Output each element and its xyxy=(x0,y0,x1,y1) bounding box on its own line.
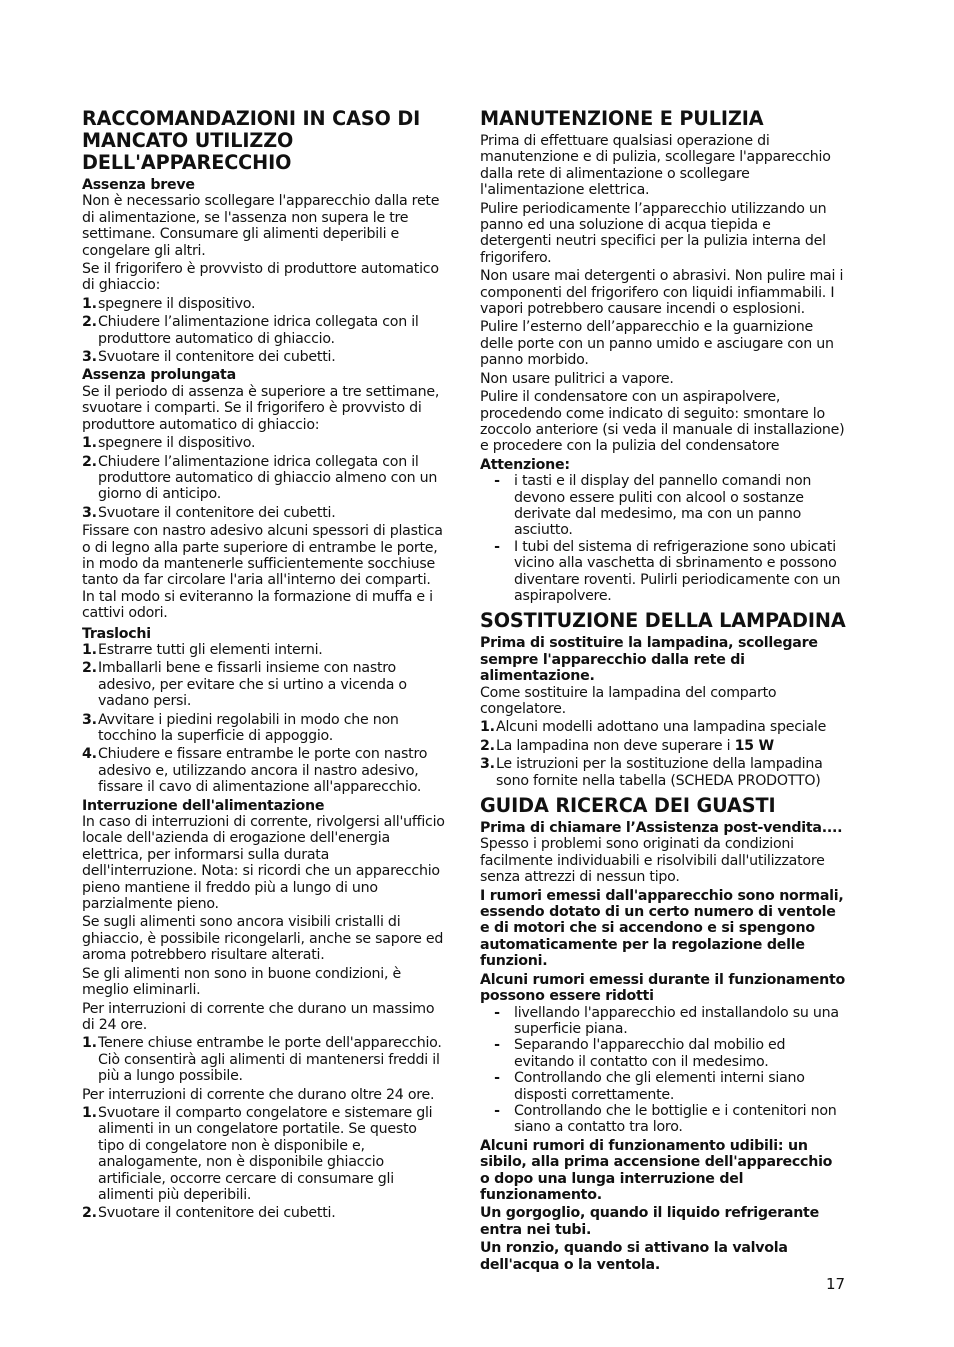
page-number: 17 xyxy=(826,1275,846,1293)
power-outage-text-3: Se gli alimenti non sono in buone condizioni, è meglio eliminarli. xyxy=(82,965,401,999)
power-outage-heading: Interruzione dell'alimentazione xyxy=(82,797,325,814)
moving-steps xyxy=(82,642,446,796)
noise-hum-text: Un ronzio, quando si attivano la valvola dell'acqua o la ventola. xyxy=(480,1240,788,1273)
maintenance-text-2: Pulire periodicamente l’apparecchio utilizzando un panno ed una soluzione di acqua tiepida e detergenti neutri specifici per la pulizia interna del frigorifero. xyxy=(480,200,827,266)
list-item: 1. Tenere chiuse entrambe le porte dell'apparecchio. Ciò consentirà agli alimenti di mantenersi freddi il più a lungo possibile. xyxy=(82,1035,442,1085)
list-item: 1. spegnere il dispositivo. xyxy=(82,435,256,452)
power-outage-text-4: Per interruzioni di corrente che durano un massimo di 24 ore. xyxy=(82,1000,435,1033)
list-item: 4. Chiudere e fissare entrambe le porte con nastro adesivo e, utilizzando ancora il nastro adesivo, fissare il cavo di alimentazione all'apparecchio. xyxy=(82,746,428,796)
attention-list xyxy=(480,473,846,604)
list-item: 2. Chiudere l’alimentazione idrica collegata con il produttore automatico di ghiaccio. xyxy=(82,314,419,347)
list-item: - I tubi del sistema di refrigerazione sono ubicati vicino alla vaschetta di sbrinamento e possono diventare roventi. Pulirli periodicamente con un aspirapolvere. xyxy=(494,538,841,604)
noise-reduce-list xyxy=(480,1005,846,1136)
list-item: - Controllando che le bottiglie e i contenitori non siano a contatto tra loro. xyxy=(494,1102,837,1136)
lamp-text: Come sostituire la lampadina del comparto congelatore. xyxy=(480,684,777,717)
list-item: - i tasti e il display del pannello comandi non devono essere puliti con alcool o sostanze derivate dal medesimo, ma con un panno asciutto. xyxy=(494,473,812,539)
list-item: 3. Le istruzioni per la sostituzione della lampadina sono fornite nella tabella (SCHEDA PRODOTTO) xyxy=(480,756,823,789)
list-item: 2. Imballarli bene e fissarli insieme con nastro adesivo, per evitare che si urtino a vicenda o vadano persi. xyxy=(82,660,407,710)
short-absence-text: Non è necessario scollegare l'apparecchio dalla rete di alimentazione, se l'assenza non supera le tre settimane. Consumare gli alimenti deperibili e congelare gli altri. xyxy=(82,193,440,259)
right-column xyxy=(480,108,846,1275)
maintenance-text-4: Pulire l’esterno dell’apparecchio e la guarnizione delle porte con un panno umido e asciugare con un panno morbido. xyxy=(480,319,834,369)
power-outage-text-2: Se sugli alimenti sono ancora visibili cristalli di ghiaccio, è possibile ricongelarli, anche se sapore ed aroma potrebbero risultare alterati. xyxy=(82,914,444,964)
maintenance-text-1: Prima di effettuare qualsiasi operazione di manutenzione e di pulizia, scollegare l'apparecchio dalla rete di alimentazione o scollegare l'alimentazione elettrica. xyxy=(480,133,831,199)
list-item: 2. Chiudere l’alimentazione idrica collegata con il produttore automatico di ghiaccio almeno con un giorno di anticipo. xyxy=(82,453,438,503)
noise-gurgle-text: Un gorgoglio, quando il liquido refrigerante entra nei tubi. xyxy=(480,1205,819,1238)
troubleshoot-text: Spesso i problemi sono originati da condizioni facilmente individuabili e risolvibili dall'utilizzatore senza attrezzi di nessun tipo. xyxy=(480,836,825,886)
list-item: - livellando l'apparecchio ed installandolo su una superficie piana. xyxy=(494,1004,839,1037)
left-column xyxy=(82,108,446,1224)
section-title: RACCOMANDAZIONI IN CASO DI MANCATO UTILIZZO DELL'APPARECCHIO xyxy=(82,107,421,174)
list-item: 3. Svuotare il contenitore dei cubetti. xyxy=(82,504,336,521)
short-absence-heading: Assenza breve xyxy=(82,177,195,193)
list-item: 1. spegnere il dispositivo. xyxy=(82,295,256,312)
lamp-title: SOSTITUZIONE DELLA LAMPADINA xyxy=(480,609,846,633)
moving-heading: Traslochi xyxy=(82,625,151,642)
long-absence-heading: Assenza prolungata xyxy=(82,367,236,384)
maintenance-text-6: Pulire il condensatore con un aspirapolvere, procedendo come indicato di seguito: smontare lo zoccolo anteriore (si veda il manuale di installazione) e procedere con la pulizia del condensatore xyxy=(480,389,845,455)
lamp-steps xyxy=(480,719,846,789)
maintenance-text-5: Non usare pulitrici a vapore. xyxy=(480,370,674,387)
maintenance-text-3: Non usare mai detergenti o abrasivi. Non pulire mai i componenti del frigorifero con liquidi infiammabili. I vapori potrebbero causare incendi o esplosioni. xyxy=(480,268,844,318)
power-outage-short-steps xyxy=(82,1035,446,1084)
list-item: 2. Svuotare il contenitore dei cubetti. xyxy=(82,1205,336,1222)
short-absence-steps xyxy=(82,296,446,366)
list-item: 3. Svuotare il contenitore dei cubetti. xyxy=(82,349,336,366)
troubleshoot-subtitle: Prima di chiamare l’Assistenza post-vendita.... xyxy=(480,820,843,837)
list-item: 2. La lampadina non deve superare i 15 W xyxy=(480,737,774,754)
list-item: 1. Estrarre tutti gli elementi interni. xyxy=(82,641,323,658)
list-item: 1. Svuotare il comparto congelatore e sistemare gli alimenti in un congelatore portatile. Se questo tipo di congelatore non è disponibile e, analogamente, non è disponibile ghiaccio artificiale, occorre cercare di consumare gli alimenti più deperibili. xyxy=(82,1104,433,1203)
short-absence-icemaker-text: Se il frigorifero è provvisto di produttore automatico di ghiaccio: xyxy=(82,261,439,294)
lamp-wattage: 15 W xyxy=(734,737,774,754)
list-item: 1. Alcuni modelli adottano una lampadina speciale xyxy=(480,719,827,736)
long-absence-text: Se il periodo di assenza è superiore a tre settimane, svuotare i comparti. Se il frigorifero è provvisto di produttore automatico di ghiaccio: xyxy=(82,383,440,433)
power-outage-text-5: Per interruzioni di corrente che durano oltre 24 ore. xyxy=(82,1086,435,1103)
troubleshoot-title: GUIDA RICERCA DEI GUASTI xyxy=(480,794,776,818)
list-item: - Controllando che gli elementi interni siano disposti correttamente. xyxy=(494,1070,805,1103)
list-item: - Separando l'apparecchio dal mobilio ed evitando il contatto con il medesimo. xyxy=(494,1037,786,1070)
maintenance-title: MANUTENZIONE E PULIZIA xyxy=(480,107,764,130)
noise-reduce-text: Alcuni rumori emessi durante il funzionamento possono essere ridotti xyxy=(480,971,846,1005)
attention-heading: Attenzione: xyxy=(480,456,570,473)
long-absence-steps xyxy=(82,435,446,521)
power-outage-text-1: In caso di interruzioni di corrente, rivolgersi all'ufficio locale dell'azienda di erogazione dell'energia elettrica, per informarsi sulla durata dell'interruzione. Nota: si ricordi che un apparecchio pieno mantiene il freddo più a lungo di uno parzialmente pieno. xyxy=(82,814,445,913)
long-absence-doors-text: Fissare con nastro adesivo alcuni spessori di plastica o di legno alla parte superiore di entrambe le porte, in modo da mantenerle sufficientemente socchiuse tanto da far circolare l'aria all'interno dei comparti. In tal modo si eviteranno la formazione di muffa e i cattivi odori. xyxy=(82,523,443,622)
noise-hiss-text: Alcuni rumori di funzionamento udibili: un sibilo, alla prima accensione dell'apparecchio o dopo una lunga interruzione del funzionamento. xyxy=(480,1137,833,1203)
list-item: 3. Avvitare i piedini regolabili in modo che non tocchino la superficie di appoggio. xyxy=(82,711,399,744)
power-outage-long-steps xyxy=(82,1105,446,1222)
noise-normal-text: I rumori emessi dall'apparecchio sono normali, essendo dotato di un certo numero di ventole e di motori che si accendono e si spengono automaticamente per la regolazione delle funzioni. xyxy=(480,887,844,970)
lamp-warning: Prima di sostituire la lampadina, scollegare sempre l'apparecchio dalla rete di alimentazione. xyxy=(480,635,818,685)
